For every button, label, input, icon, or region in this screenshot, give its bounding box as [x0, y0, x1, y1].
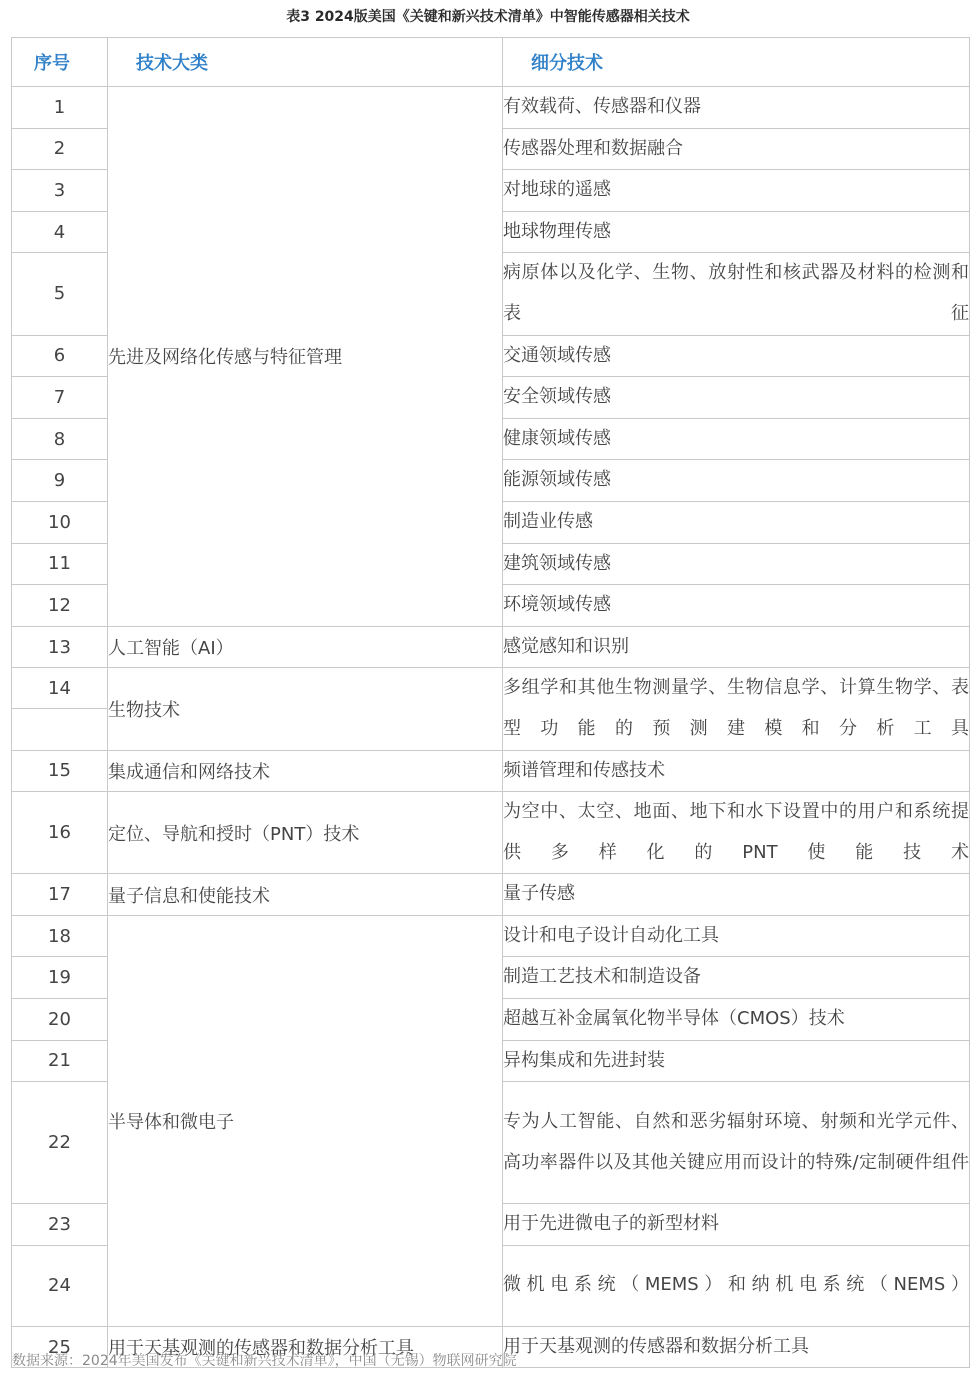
row-number: 1	[12, 87, 108, 129]
table-row	[12, 668, 970, 709]
row-number: 11	[12, 543, 108, 585]
table-title: 表3 2024版美国《关键和新兴技术清单》中智能传感器相关技术	[286, 9, 690, 25]
sub-technology-cell: 感觉感知和识别	[503, 626, 970, 668]
sub-technology-cell: 专为人工智能、自然和恶劣辐射环境、射频和光学元件、高功率器件以及其他关键应用而设计的特殊/定制硬件组件	[503, 1082, 970, 1204]
sub-technology-cell: 微机电系统（MEMS）和纳机电系统（NEMS）	[503, 1245, 970, 1326]
sub-technology-cell: 超越互补金属氧化物半导体（CMOS）技术	[503, 999, 970, 1041]
row-number: 2	[12, 128, 108, 170]
category-cell: 生物技术	[108, 668, 503, 750]
row-number: 19	[12, 957, 108, 999]
row-number: 10	[12, 501, 108, 543]
row-number: 18	[12, 915, 108, 957]
table-row	[12, 87, 970, 129]
sub-technology-cell: 用于天基观测的传感器和数据分析工具	[503, 1326, 970, 1368]
sub-technology-cell: 设计和电子设计自动化工具	[503, 915, 970, 957]
category-cell: 量子信息和使能技术	[108, 874, 503, 916]
row-number: 14	[12, 668, 108, 709]
row-number: 25	[12, 1326, 108, 1368]
table-row	[12, 626, 970, 668]
sub-technology-cell: 频谱管理和传感技术	[503, 750, 970, 792]
technology-table	[11, 37, 970, 1368]
sub-technology-cell: 多组学和其他生物测量学、生物信息学、计算生物学、表型功能的预测建模和分析工具	[503, 668, 970, 750]
sub-technology-cell: 量子传感	[503, 874, 970, 916]
category-cell: 用于天基观测的传感器和数据分析工具	[108, 1326, 503, 1368]
row-number: 12	[12, 585, 108, 627]
table-row	[12, 874, 970, 916]
data-source-note: 数据来源：2024年美国发布《关键和新兴技术清单》，中国（无锡）物联网研究院	[12, 1353, 517, 1369]
sub-technology-cell: 制造工艺技术和制造设备	[503, 957, 970, 999]
sub-technology-cell: 为空中、太空、地面、地下和水下设置中的用户和系统提供多样化的PNT使能技术	[503, 792, 970, 874]
sub-technology-cell: 传感器处理和数据融合	[503, 128, 970, 170]
sub-technology-cell: 用于先进微电子的新型材料	[503, 1204, 970, 1246]
sub-technology-cell: 制造业传感	[503, 501, 970, 543]
row-number: 24	[12, 1245, 108, 1326]
header-no: 序号	[12, 38, 108, 87]
sub-technology-cell: 病原体以及化学、生物、放射性和核武器及材料的检测和表征	[503, 253, 970, 335]
empty-number-cell	[12, 709, 108, 750]
sub-technology-cell: 建筑领域传感	[503, 543, 970, 585]
sub-technology-cell: 健康领域传感	[503, 418, 970, 460]
category-cell: 先进及网络化传感与特征管理	[108, 87, 503, 627]
sub-technology-cell: 地球物理传感	[503, 211, 970, 253]
sub-technology-cell: 能源领域传感	[503, 460, 970, 502]
sub-technology-cell: 异构集成和先进封装	[503, 1040, 970, 1082]
row-number: 22	[12, 1082, 108, 1204]
row-number: 17	[12, 874, 108, 916]
row-number: 20	[12, 999, 108, 1041]
row-number: 7	[12, 377, 108, 419]
sub-technology-cell: 安全领域传感	[503, 377, 970, 419]
row-number: 6	[12, 335, 108, 377]
sub-technology-cell: 对地球的遥感	[503, 170, 970, 212]
category-cell: 人工智能（AI）	[108, 626, 503, 668]
header-category: 技术大类	[108, 38, 503, 87]
category-cell: 定位、导航和授时（PNT）技术	[108, 792, 503, 874]
row-number: 9	[12, 460, 108, 502]
category-cell: 半导体和微电子	[108, 915, 503, 1326]
row-number: 16	[12, 792, 108, 874]
row-number: 15	[12, 750, 108, 792]
sub-technology-cell: 环境领域传感	[503, 585, 970, 627]
row-number: 8	[12, 418, 108, 460]
header-sub: 细分技术	[503, 38, 970, 87]
category-cell: 集成通信和网络技术	[108, 750, 503, 792]
row-number: 4	[12, 211, 108, 253]
row-number: 13	[12, 626, 108, 668]
row-number: 3	[12, 170, 108, 212]
row-number: 23	[12, 1204, 108, 1246]
row-number: 21	[12, 1040, 108, 1082]
table-row	[12, 915, 970, 957]
table-row	[12, 750, 970, 792]
sub-technology-cell: 交通领域传感	[503, 335, 970, 377]
row-number: 5	[12, 253, 108, 335]
table-row	[12, 792, 970, 833]
sub-technology-cell: 有效载荷、传感器和仪器	[503, 87, 970, 129]
table-header-row	[12, 38, 970, 87]
